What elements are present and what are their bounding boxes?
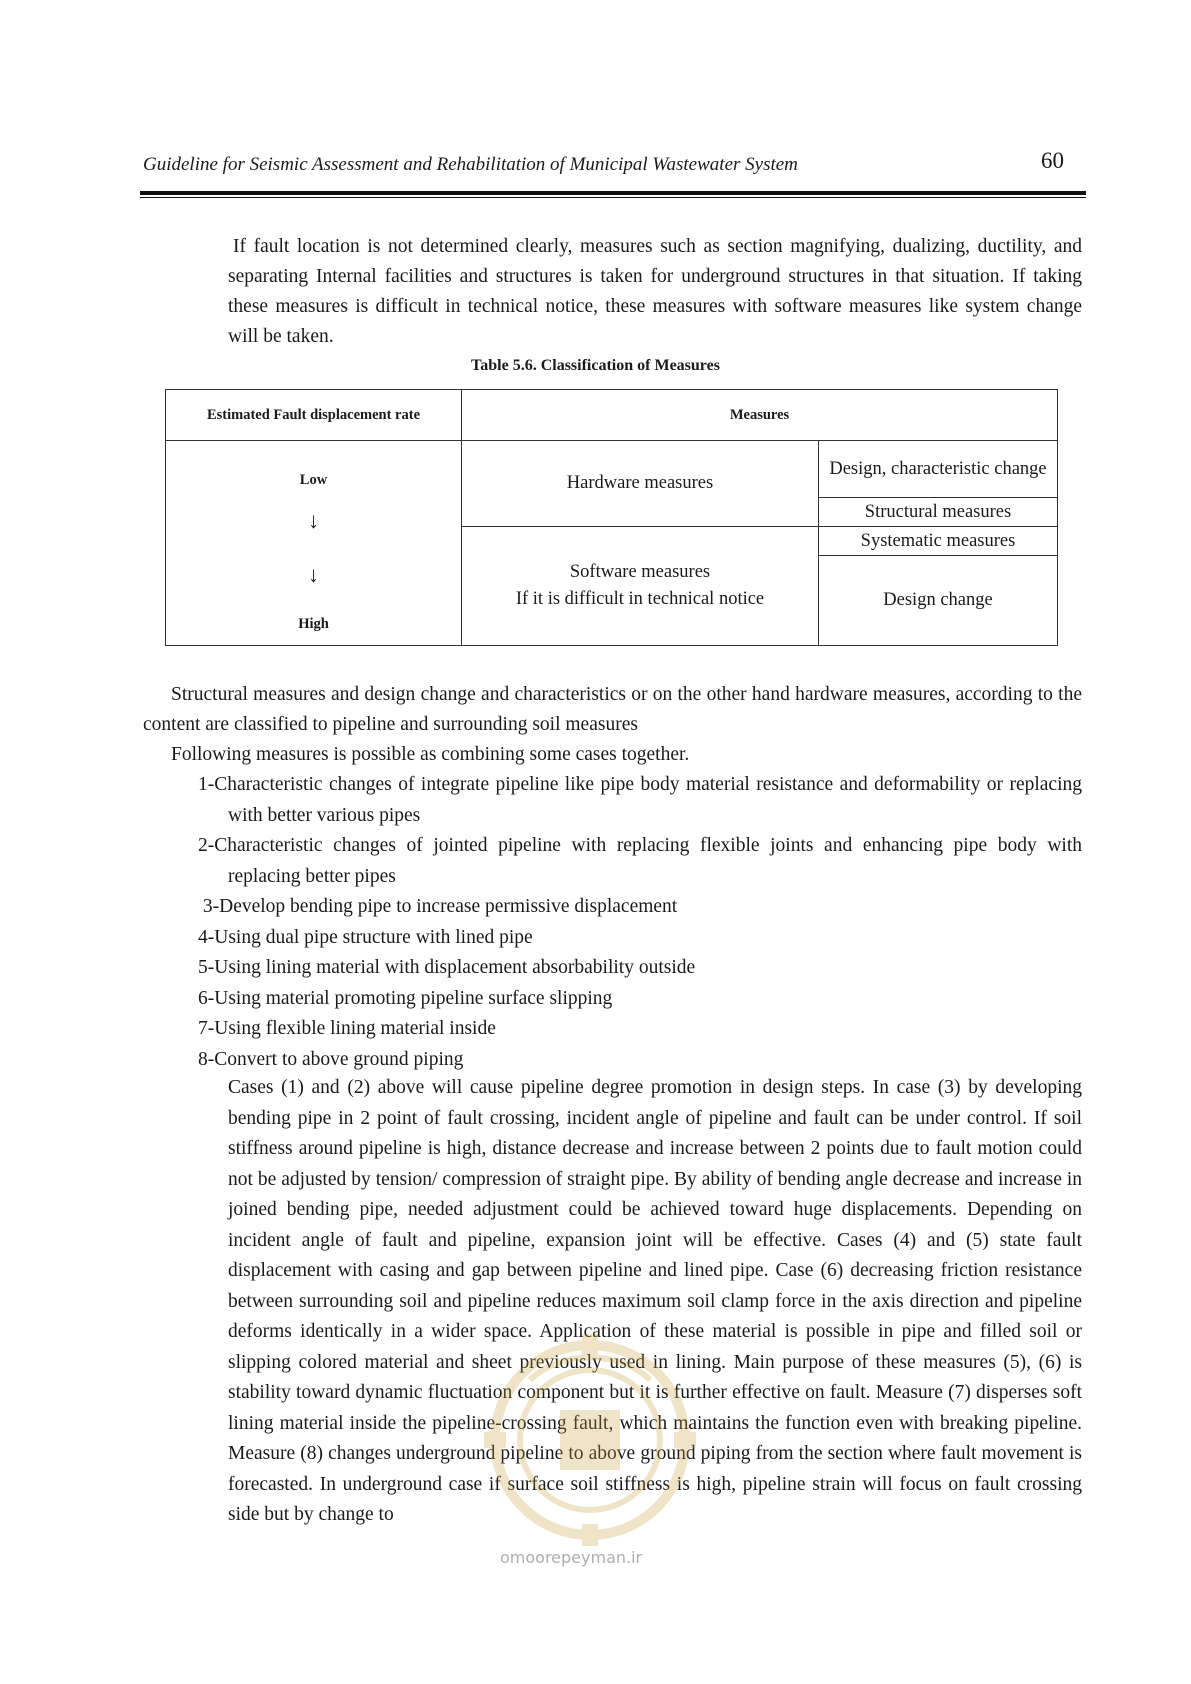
rate-low-label: Low [299,472,328,488]
software-measures-cell [462,527,819,646]
header-rule-thin [140,197,1086,198]
sub-measure-design-change: Design change [819,556,1058,646]
list-item: 1-Characteristic changes of integrate pipeline like pipe body material resistance and deformability or replacing with better various pipes [198,774,1082,826]
paragraph-structural-measures: Structural measures and design change and characteristics or on the other hand hardware measures, according to the content are classified to pipeline and surrounding soil measures [143,684,1082,735]
hardware-measures-cell: Hardware measures [462,441,819,527]
list-item: 2-Characteristic changes of jointed pipeline with replacing flexible joints and enhancing pipe body with replacing better pipes [198,835,1082,887]
page-number: 60 [1041,148,1064,173]
classification-table [165,389,1058,646]
running-header-title: Guideline for Seismic Assessment and Rehabilitation of Municipal Wastewater System [143,154,798,175]
list-item: 5-Using lining material with displacement absorbability outside [198,957,696,978]
cases-paragraph: Cases (1) and (2) above will cause pipeline degree promotion in design steps. In case (3) by developing bending pipe in 2 point of fault crossing, incident angle of pipeline and fault can be under control. If soil stiffness around pipeline is high, distance decrease and increase between 2 points due to fault motion could not be adjusted by tension/ compression of straight pipe. By ability of bending angle decrease and increase in joined bending pipe, needed adjustment could be achieved toward huge displacements. Depending on incident angle of fault and pipeline, expansion joint will be effective. Cases (4) and (5) state fault displacement with casing and gap between pipeline and lined pipe. Case (6) decreasing friction resistance between surrounding soil and pipeline reduces maximum soil clamp force in the axis direction and pipeline deforms identically in a wider space. Application of these material is possible in pipe and filled soil or slipping colored material and sheet previously used in lining. Main purpose of these measures (5), (6) is stability toward dynamic fluctuation component but it is further effective on fault. Measure (7) disperses soft lining material inside the pipeline-crossing fault, which maintains the function even with breaking pipeline. Measure (8) changes underground pipeline to above ground piping from the section where fault movement is forecasted. In underground case if surface soil stiffness is high, pipeline strain will focus on fault crossing side but by change to [228,1077,1082,1525]
down-arrow-icon: ↓ [308,508,319,533]
rate-scale-cell [166,441,462,646]
col-header-rate: Estimated Fault displacement rate [166,390,462,441]
sub-measure-design-characteristic: Design, characteristic change [819,441,1058,498]
list-item: 8-Convert to above ground piping [198,1048,464,1070]
software-measures-note: If it is difficult in technical notice [515,589,765,609]
header-rule-thick [140,191,1086,195]
sub-measure-structural: Structural measures [819,498,1058,527]
intro-paragraph: If fault location is not determined clearly, measures such as section magnifying, dualizing, ductility, and separating Internal facilities and structures is taken for underground structures in that situation. If taking these measures is difficult in technical notice, these measures with software measures like system change will be taken. [228,236,1082,347]
sub-measure-systematic: Systematic measures [819,527,1058,556]
measures-list [198,770,1082,1075]
paragraph-combining: Following measures is possible as combining some cases together. [171,744,690,765]
list-item: 3-Develop bending pipe to increase permissive displacement [198,896,678,917]
list-item: 6-Using material promoting pipeline surface slipping [198,987,613,1009]
list-item: 7-Using flexible lining material inside [198,1018,496,1039]
watermark-site-text: omoorepeyman.ir [500,1548,643,1567]
software-measures-label: Software measures [569,562,711,582]
table-caption: Table 5.6. Classification of Measures [471,357,720,374]
page-header [143,148,1086,178]
down-arrow-icon: ↓ [308,562,319,587]
list-item: 4-Using dual pipe structure with lined pipe [198,926,533,948]
rate-high-label: High [298,616,329,632]
col-header-measures: Measures [462,390,1058,441]
